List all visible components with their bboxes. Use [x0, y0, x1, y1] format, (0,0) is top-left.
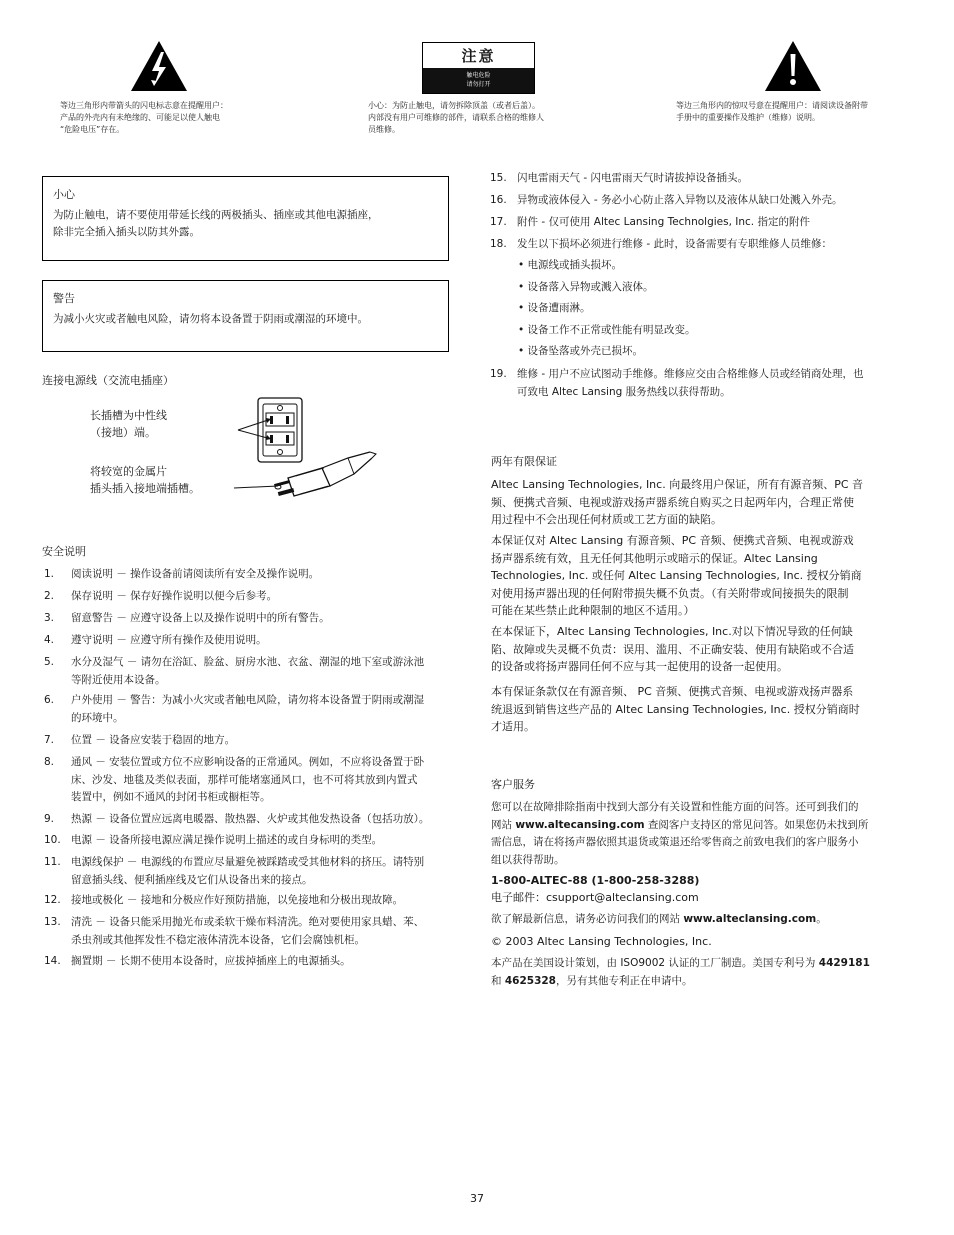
copyright: © 2003 Altec Lansing Technologies, Inc.: [491, 935, 712, 948]
item-text: 热源 － 设备位置应远离电暖器、散热器、火炉或其他发热设备（包括功放）。: [71, 813, 430, 825]
bullet-item: • 设备工作不正常或性能有明显改变。: [518, 323, 696, 336]
warning-notice-title: 警告: [53, 292, 75, 305]
exclamation-warning-icon: [764, 40, 822, 92]
item-text: 闪电雷雨天气 - 闪电雷雨天气时请拔掉设备插头。: [517, 172, 748, 184]
warranty-paragraph-3: 在本保证下，Altec Lansing Technologies, Inc.对以下情况导致的任何缺 陷、故障或失灵概不负责：误用、滥用、不正确安装、使用有缺陷或不合适 的设备或将扬声器同任何不应与其一起使用的设备一起使用。: [491, 625, 854, 673]
bullet-item: • 电源线或插头损坏。: [518, 259, 623, 271]
warranty-paragraph-1: Altec Lansing Technologies, Inc. 向最终用户保证，所有有源音频、PC 音 频、便携式音频、电视或游戏扬声器系统自购买之日起两年内，合理正常使 用过程中不会出现任何材质或工艺方面的缺陷。: [491, 478, 864, 526]
warranty-paragraph-4: 本有保证条款仅在有源音频、 PC 音频、便携式音频、电视或游戏扬声器系 统退返到销售这些产品的 Altec Lansing Technologies, Inc. 授权分销商时 才适用。: [491, 685, 860, 733]
warning-notice-line: 为减小火灾或者触电风险，请勿将本设备置于阴雨或潮湿的环境中。: [53, 313, 368, 325]
service-paragraph: 您可以在故障排除指南中找到大部分有关设置和性能方面的问答。还可到我们的 网站 www.altecansing.com 查阅客户支持区的常见问答。如果您仍未找到所 需信息，请在将扬声器依照其退货或策退还给零售商之前致电我们的客户服务小 组以获得帮助。: [491, 801, 869, 866]
item-number: 18.: [490, 238, 507, 250]
item-number: 10.: [44, 834, 61, 846]
item-number: 9.: [44, 813, 55, 825]
item-text: 保存说明 － 保存好操作说明以便今后参考。: [71, 590, 278, 602]
service-email[interactable]: 电子邮件：csupport@alteclansing.com: [491, 891, 699, 904]
item-number: 14.: [44, 955, 61, 967]
bullet-item: • 设备落入异物或溅入液体。: [518, 280, 654, 293]
bullet-item: • 设备坠落或外壳已损坏。: [518, 345, 644, 357]
item-text: 清洗 － 设备只能采用抛光布或柔软干燥布料清洗。绝对要使用家具蜡、苯、 杀虫剂或其他挥发性不稳定液体清洗本设备，它们会腐蚀机柜。: [71, 916, 425, 946]
safety-item-19: 19. 维修 - 用户不应试图动手维修。维修应交由合格维修人员或经销商处理，也 可致电 Altec Lansing 服务热线以获得帮助。: [490, 368, 864, 398]
caution-notice-line: 为防止触电，请不要使用带延长线的两极插头、插座或其他电源插座，: [53, 209, 379, 221]
item-number: 11.: [44, 856, 61, 868]
item-number: 16.: [490, 194, 507, 206]
safety-list-continued: [490, 170, 908, 260]
item-number: 2.: [44, 590, 55, 602]
item-text: 接地或极化 － 接地和分极应作好预防措施，以免接地和分极出现故障。: [71, 894, 404, 906]
grounding-text-plug: 将较宽的金属片 插头插入接地端插槽。: [90, 465, 200, 495]
item-text: 通风 － 安装位置或方位不应影响设备的正常通风。例如，不应将设备置于卧 床、沙发、地毯及类似表面，那样可能堵塞通风口，也不可将其放到内置式 装置中，例如不通风的封闭书柜或橱柜等。: [71, 756, 425, 803]
outlet-plug-diagram: [230, 396, 380, 506]
damage-bullet-list: [518, 257, 696, 365]
item-number: 17.: [490, 216, 507, 228]
item-number: 6.: [44, 694, 55, 706]
caution-notice-line: 除非完全插入插头以防其外露。: [53, 226, 200, 238]
caution-notice-box: [42, 176, 449, 261]
item-number: 7.: [44, 734, 55, 746]
item-number: 8.: [44, 756, 55, 768]
grounding-text-slot: 长插槽为中性线 （接地）端。: [90, 409, 167, 439]
item-text: 异物或液体侵入 - 务必小心防止落入异物以及液体从缺口处溅入外壳。: [517, 194, 843, 206]
warranty-title: 两年有限保证: [491, 455, 557, 468]
service-title: 客户服务: [491, 778, 535, 791]
caution-label: [422, 42, 535, 94]
item-number: 13.: [44, 916, 61, 928]
safety-list: [44, 566, 464, 976]
item-text: 附件 - 仅可使用 Altec Lansing Technolgies, Inc. 指定的附件: [517, 216, 810, 228]
item-text: 电源线保护 － 电源线的布置应尽量避免被踩踏或受其他材料的挤压。请特别 留意插头线、便利插座线及它们从设备出来的接点。: [71, 856, 425, 886]
item-number: 3.: [44, 612, 55, 624]
item-text: 电源 － 设备所接电源应满足操作说明上描述的或自身标明的类型。: [71, 834, 383, 846]
item-number: 1.: [44, 568, 55, 580]
lightning-warning-icon: [130, 40, 188, 92]
caution-caption: 小心：为防止触电，请勿拆除顶盖（或者后盖）。 内部没有用户可维修的部件，请联系合格的维修人 员维修。: [368, 101, 544, 134]
exclamation-caption: 等边三角形内的惊叹号意在提醒用户：请阅读设备附带 手册中的重要操作及维护（维修）说明。: [676, 101, 868, 122]
item-text: 位置 － 设备应安装于稳固的地方。: [71, 734, 236, 746]
item-text: 阅读说明 － 操作设备前请阅读所有安全及操作说明。: [71, 568, 320, 580]
item-text: 遵守说明 － 应遵守所有操作及使用说明。: [71, 634, 267, 646]
item-number: 4.: [44, 634, 55, 646]
warranty-paragraph-2: 本保证仅对 Altec Lansing 有源音频、PC 音频、便携式音频、电视或游戏 扬声器系统有效，且无任何其他明示或暗示的保证。Altec Lansing Technologies, Inc. 或任何 Altec Lansing Technologies, Inc. 授权分销商 对使用扬声器出现的任何附带损失概不负责。（有关附带或间接损失的限制 可能在某些禁止此种限制的地区不适用。）: [491, 534, 862, 617]
caution-sub: 触电危险 请勿打开: [423, 68, 534, 93]
item-text: 发生以下损坏必须进行维修 - 此时，设备需要有专职维修人员维修：: [517, 238, 832, 250]
warning-notice-box: [42, 280, 449, 352]
lightning-caption: 等边三角形内带箭头的闪电标志意在提醒用户： 产品的外壳内有未绝缘的、可能足以使人触电 “危险电压”存在。: [60, 101, 228, 134]
website-link[interactable]: www.altecansing.com: [515, 818, 645, 831]
caution-title: 注意: [461, 47, 496, 65]
item-text: 水分及湿气 － 请勿在浴缸、脸盆、厨房水池、衣盆、潮湿的地下室或游泳池 等附近使用本设备。: [71, 656, 425, 686]
item-text: 户外使用 － 警告：为减小火灾或者触电风险，请勿将本设备置于阴雨或潮湿 的环境中。: [71, 694, 425, 724]
page-number: 37: [470, 1192, 484, 1205]
item-text: 搁置期 － 长期不使用本设备时，应拔掉插座上的电源插头。: [71, 955, 351, 967]
service-phone: 1-800-ALTEC-88 (1-800-258-3288): [491, 874, 700, 887]
bullet-item: • 设备遭雨淋。: [518, 302, 591, 314]
item-number: 5.: [44, 656, 55, 668]
item-number: 12.: [44, 894, 61, 906]
caution-notice-title: 小心: [53, 188, 75, 201]
service-visit: 欲了解最新信息，请务必访问我们的网站 www.alteclansing.com。: [491, 913, 827, 925]
item-number: 15.: [490, 172, 507, 184]
grounding-title: 连接电源线（交流电插座）: [42, 374, 174, 387]
patent-info: 本产品在美国设计策划，由 ISO9002 认证的工厂制造。美国专利号为 4429181 和 4625328，另有其他专利正在申请中。: [491, 957, 870, 987]
website-link-2[interactable]: www.alteclansing.com: [683, 913, 817, 925]
safety-title: 安全说明: [42, 545, 86, 558]
item-text: 留意警告 － 应遵守设备上以及操作说明中的所有警告。: [71, 612, 330, 624]
